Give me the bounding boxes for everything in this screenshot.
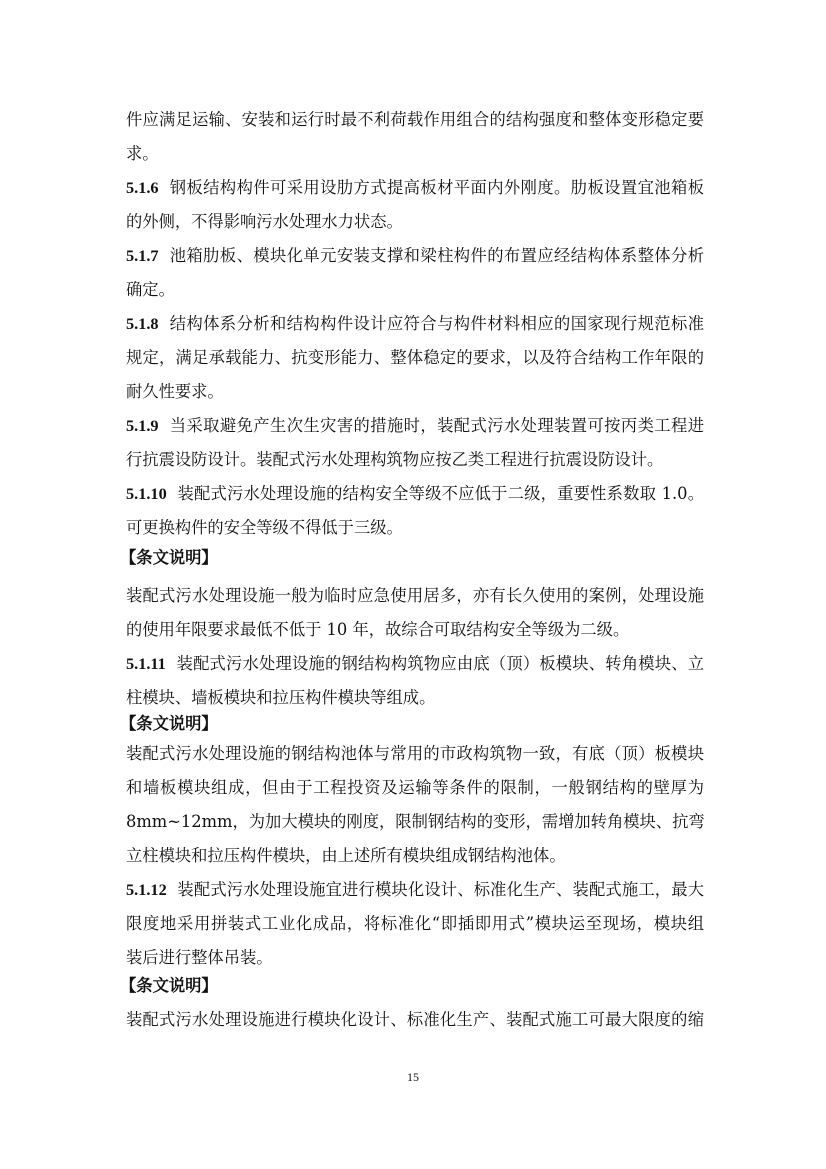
clause-note-paragraph — [126, 1008, 704, 1032]
clause-5-1-11 — [126, 652, 704, 710]
clause-number: 5.1.10 — [126, 484, 167, 503]
clause-number: 5.1.12 — [126, 880, 167, 899]
text-line: 装配式污水处理设施一般为临时应急使用居多，亦有长久使用的案例，处理设施 — [126, 586, 704, 605]
text-line: 求。 — [126, 144, 159, 163]
text-line: 的外侧，不得影响污水处理水力状态。 — [126, 212, 403, 231]
text-line: 的使用年限要求最低不低于 10 年，故综合可取结构安全等级为二级。 — [126, 620, 630, 639]
clause-note-heading: 【条文说明】 — [120, 714, 218, 733]
clause-5-1-6 — [126, 176, 704, 234]
text-line: 和墙板模块组成，但由于工程投资及运输等条件的限制，一般钢结构的壁厚为 — [126, 778, 704, 797]
text-line: 耐久性要求。 — [126, 382, 224, 401]
text-line: 5.1.8 结构体系分析和结构构件设计应符合与构件材料相应的国家现行规范标准 — [126, 314, 704, 333]
text-line: 规定，满足承载能力、抗变形能力、整体稳定的要求，以及符合结构工作年限的 — [126, 348, 704, 367]
text-line: 5.1.12 装配式污水处理设施宜进行模块化设计、标准化生产、装配式施工，最大 — [126, 880, 704, 899]
page-number: 15 — [407, 1070, 419, 1084]
paragraph — [126, 108, 704, 166]
clause-number: 5.1.6 — [126, 178, 159, 197]
text-line: 装配式污水处理设施的钢结构池体与常用的市政构筑物一致，有底（顶）板模块 — [126, 744, 704, 763]
clause-5-1-9 — [126, 414, 704, 472]
text-line: 确定。 — [126, 280, 175, 299]
clause-number: 5.1.8 — [126, 314, 159, 333]
clause-note-heading: 【条文说明】 — [120, 548, 218, 567]
text-line: 5.1.6 钢板结构构件可采用设肋方式提高板材平面内外刚度。肋板设置宜池箱板 — [126, 178, 704, 197]
document-body — [120, 108, 705, 1032]
clause-5-1-8 — [126, 312, 704, 404]
text-line: 5.1.7 池箱肋板、模块化单元安装支撑和梁柱构件的布置应经结构体系整体分析 — [126, 246, 704, 265]
text-line: 限度地采用拼装式工业化成品，将标准化“即插即用式”模块运至现场，模块组 — [126, 914, 704, 933]
text-line: 可更换构件的安全等级不得低于三级。 — [126, 518, 403, 537]
text-line: 立柱模块和拉压构件模块，由上述所有模块组成钢结构池体。 — [126, 846, 566, 865]
clause-note-heading: 【条文说明】 — [120, 976, 218, 995]
clause-note-paragraph — [126, 742, 704, 868]
clause-note-paragraph — [126, 584, 704, 642]
clause-5-1-10 — [126, 482, 704, 540]
text-line: 8mm~12mm，为加大模块的刚度，限制钢结构的变形，需增加转角模块、抗弯 — [126, 812, 705, 831]
text-line: 装后进行整体吊装。 — [126, 948, 273, 967]
text-line: 件应满足运输、安装和运行时最不利荷载作用组合的结构强度和整体变形稳定要 — [126, 110, 704, 129]
text-line: 行抗震设防设计。装配式污水处理构筑物应按乙类工程进行抗震设防设计。 — [126, 450, 664, 469]
clause-number: 5.1.11 — [126, 654, 166, 673]
text-line: 5.1.9 当采取避免产生次生灾害的措施时，装配式污水处理装置可按丙类工程进 — [126, 416, 704, 435]
clause-number: 5.1.7 — [126, 246, 159, 265]
clause-5-1-12 — [126, 878, 704, 970]
clause-number: 5.1.9 — [126, 416, 159, 435]
text-line: 5.1.10 装配式污水处理设施的结构安全等级不应低于二级，重要性系数取 1.0。 — [126, 484, 704, 503]
text-line: 装配式污水处理设施进行模块化设计、标准化生产、装配式施工可最大限度的缩 — [126, 1010, 704, 1029]
clause-5-1-7 — [126, 244, 704, 302]
text-line: 柱模块、墙板模块和拉压构件模块等组成。 — [126, 688, 436, 707]
text-line: 5.1.11 装配式污水处理设施的钢结构构筑物应由底（顶）板模块、转角模块、立 — [126, 654, 704, 673]
